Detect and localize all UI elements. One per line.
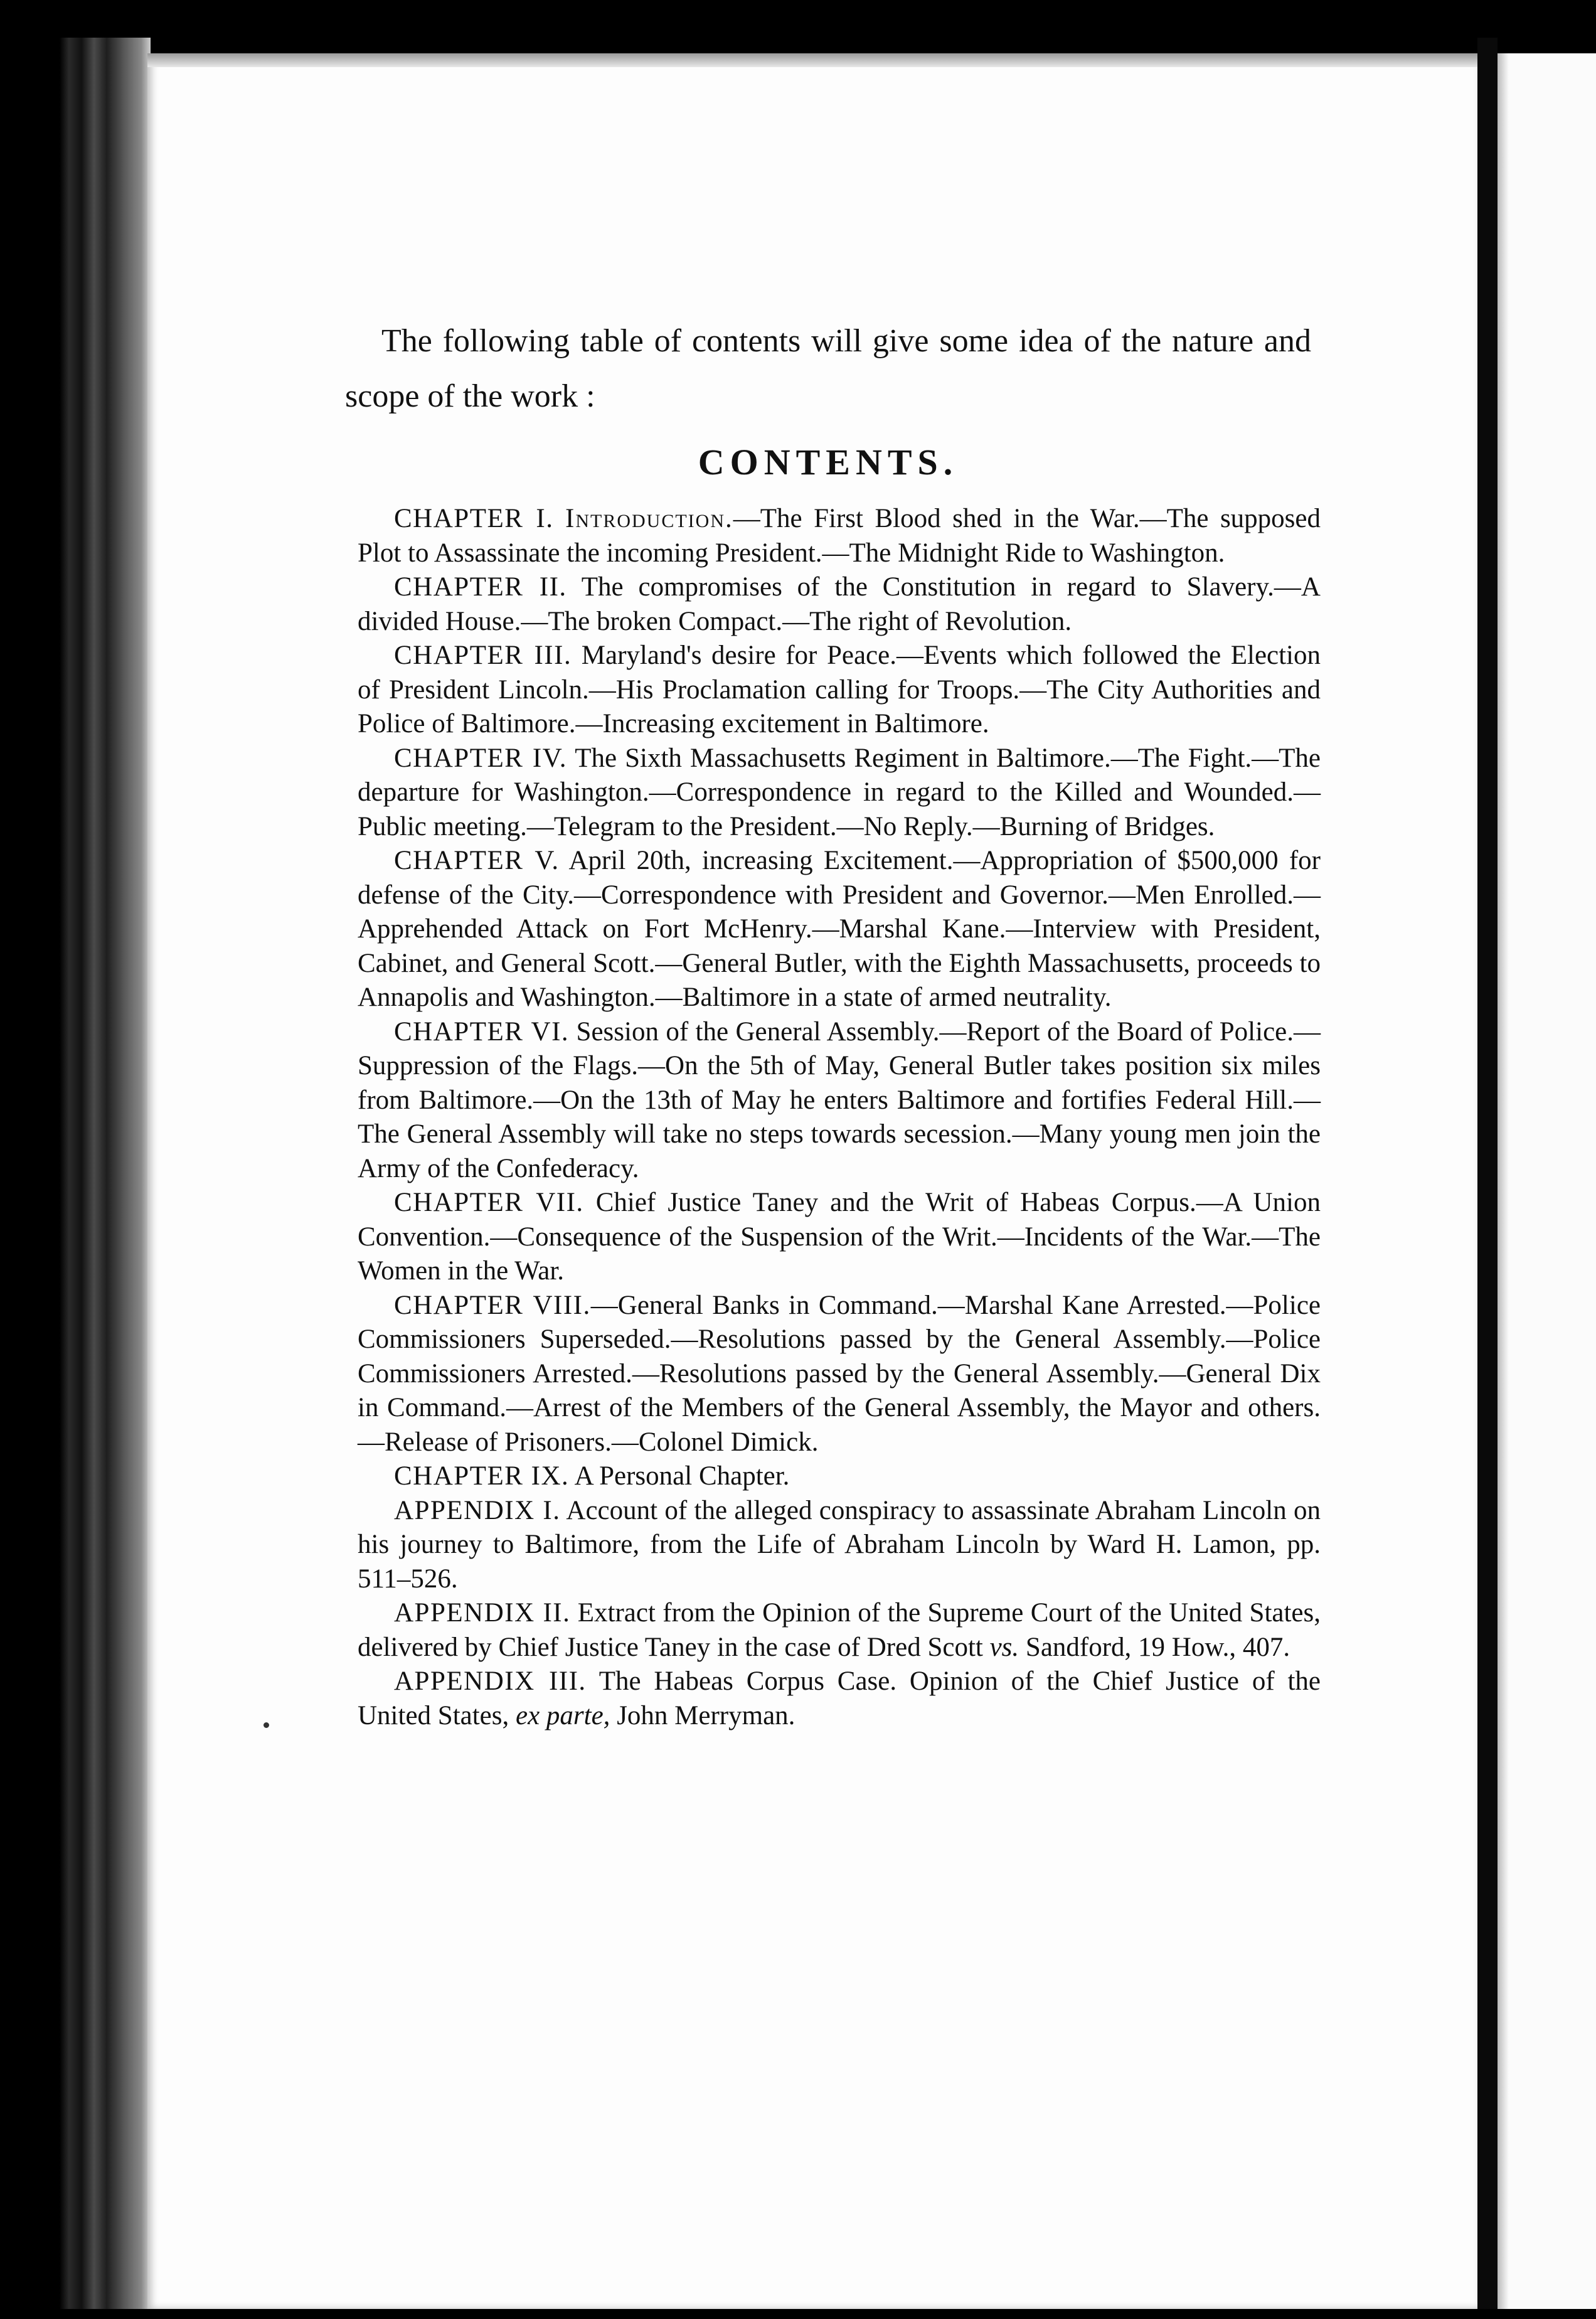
entry-text: —General Banks in Command.—Marshal Kane Arrested.—Police Commissioners Superseded.—Resolutions passed by the General Assembly.—Police Commissioners Arrested.—Resolutions passed by the General Assembly.—General Dix in Command.—Arrest of the Members of the General Assembly, the Mayor and others.—Release of Prisoners.—Colonel Dimick. bbox=[358, 1290, 1321, 1457]
contents-entry bbox=[358, 1494, 1321, 1597]
entry-label: CHAPTER I. bbox=[394, 504, 554, 533]
entry-label: APPENDIX II. bbox=[394, 1598, 571, 1628]
contents-entry bbox=[358, 502, 1321, 570]
entry-text: The Sixth Massachusetts Regiment in Baltimore.—The Fight.—The departure for Washington.—Correspondence in regard to the Killed and Wounded.—Public meeting.—Telegram to the President.—No Reply.—Burning of Bridges. bbox=[358, 743, 1321, 841]
entry-label: CHAPTER III. bbox=[394, 641, 572, 670]
entry-text: Maryland's desire for Peace.—Events which followed the Election of President Lincoln.—His Proclamation calling for Troops.—The City Authorities and Police of Baltimore.—Increasing excitement in Baltimore. bbox=[358, 641, 1321, 738]
entry-label: CHAPTER IX. bbox=[394, 1461, 570, 1491]
entry-text: The Habeas Corpus Case. Opinion of the Chief Justice of the United States, bbox=[358, 1666, 1321, 1730]
entry-label: CHAPTER VIII. bbox=[394, 1290, 591, 1320]
contents-entry bbox=[358, 1596, 1321, 1665]
entry-label: CHAPTER VI. bbox=[394, 1016, 570, 1047]
contents-entry bbox=[358, 844, 1321, 1015]
contents-entry bbox=[358, 639, 1321, 742]
contents-heading: CONTENTS. bbox=[698, 442, 959, 482]
intro-paragraph: The following table of contents will give some idea of the nature and scope of the work : bbox=[345, 323, 1311, 414]
entry-italic: vs. bbox=[989, 1632, 1019, 1662]
entry-text: Session of the General Assembly.—Report of the Board of Police.—Suppression of the Flags.—On the 5th of May, General Butler takes position six miles from Baltimore.—On the 13th of May he enters Baltimore and fortifies Federal Hill.—The General Assembly will take no steps towards secession.—Many young men join the Army of the Confederacy. bbox=[358, 1016, 1321, 1183]
contents-entry bbox=[358, 1665, 1321, 1733]
entry-label: CHAPTER V. bbox=[394, 846, 560, 875]
entry-text: Extract from the Opinion of the Supreme Court of the United States, delivered by Chief Justice Taney in the case of Dred Scott bbox=[358, 1598, 1321, 1662]
entry-label: CHAPTER II. bbox=[394, 572, 567, 602]
entry-tail: John Merryman. bbox=[610, 1700, 795, 1730]
contents-list bbox=[358, 502, 1321, 1733]
contents-entry bbox=[358, 1459, 1321, 1494]
entry-text: Chief Justice Taney and the Writ of Habeas Corpus.—A Union Convention.—Consequence of the Suspension of the Writ.—Incidents of the War.—The Women in the War. bbox=[358, 1188, 1321, 1286]
entry-text: April 20th, increasing Excitement.—Appropriation of $500,000 for defense of the City.—Correspondence with President and Governor.—Men Enrolled.—Apprehended Attack on Fort McHenry.—Marshal Kane.—Interview with President, Cabinet, and General Scott.—General Butler, with the Eighth Massachusetts, proceeds to Annapolis and Washington.—Baltimore in a state of armed neutrality. bbox=[358, 846, 1321, 1012]
contents-entry bbox=[358, 1289, 1321, 1460]
contents-entry bbox=[358, 1015, 1321, 1186]
contents-entry bbox=[358, 570, 1321, 639]
ink-speck bbox=[263, 1722, 269, 1728]
page-top-edge bbox=[147, 53, 1477, 67]
scan-border-bottom bbox=[0, 2309, 1596, 2319]
entry-label: CHAPTER VII. bbox=[394, 1188, 584, 1217]
entry-tail: Sandford, 19 How., 407. bbox=[1019, 1632, 1290, 1662]
entry-text: —The First Blood shed in the War.—The supposed Plot to Assassinate the incoming President.—The Midnight Ride to Washington. bbox=[358, 504, 1321, 568]
facing-page-edge bbox=[1498, 53, 1596, 2309]
entry-label: CHAPTER IV. bbox=[394, 743, 568, 773]
page-divider bbox=[1477, 38, 1498, 2309]
entry-text: The compromises of the Constitution in regard to Slavery.—A divided House.—The broken Compact.—The right of Revolution. bbox=[358, 572, 1321, 636]
entry-italic: ex parte, bbox=[516, 1700, 610, 1730]
entry-label: APPENDIX I. bbox=[394, 1495, 561, 1525]
entry-label: APPENDIX III. bbox=[394, 1666, 587, 1696]
entry-text: Account of the alleged conspiracy to assassinate Abraham Lincoln on his journey to Baltimore, from the Life of Abraham Lincoln by Ward H. Lamon, pp. 511–526. bbox=[358, 1495, 1321, 1594]
entry-lead: Introduction. bbox=[565, 504, 733, 533]
scan-border-top bbox=[0, 0, 1596, 53]
contents-entry bbox=[358, 1186, 1321, 1289]
entry-text: A Personal Chapter. bbox=[569, 1461, 790, 1491]
contents-entry bbox=[358, 742, 1321, 845]
book-binding-gutter bbox=[0, 38, 151, 2309]
